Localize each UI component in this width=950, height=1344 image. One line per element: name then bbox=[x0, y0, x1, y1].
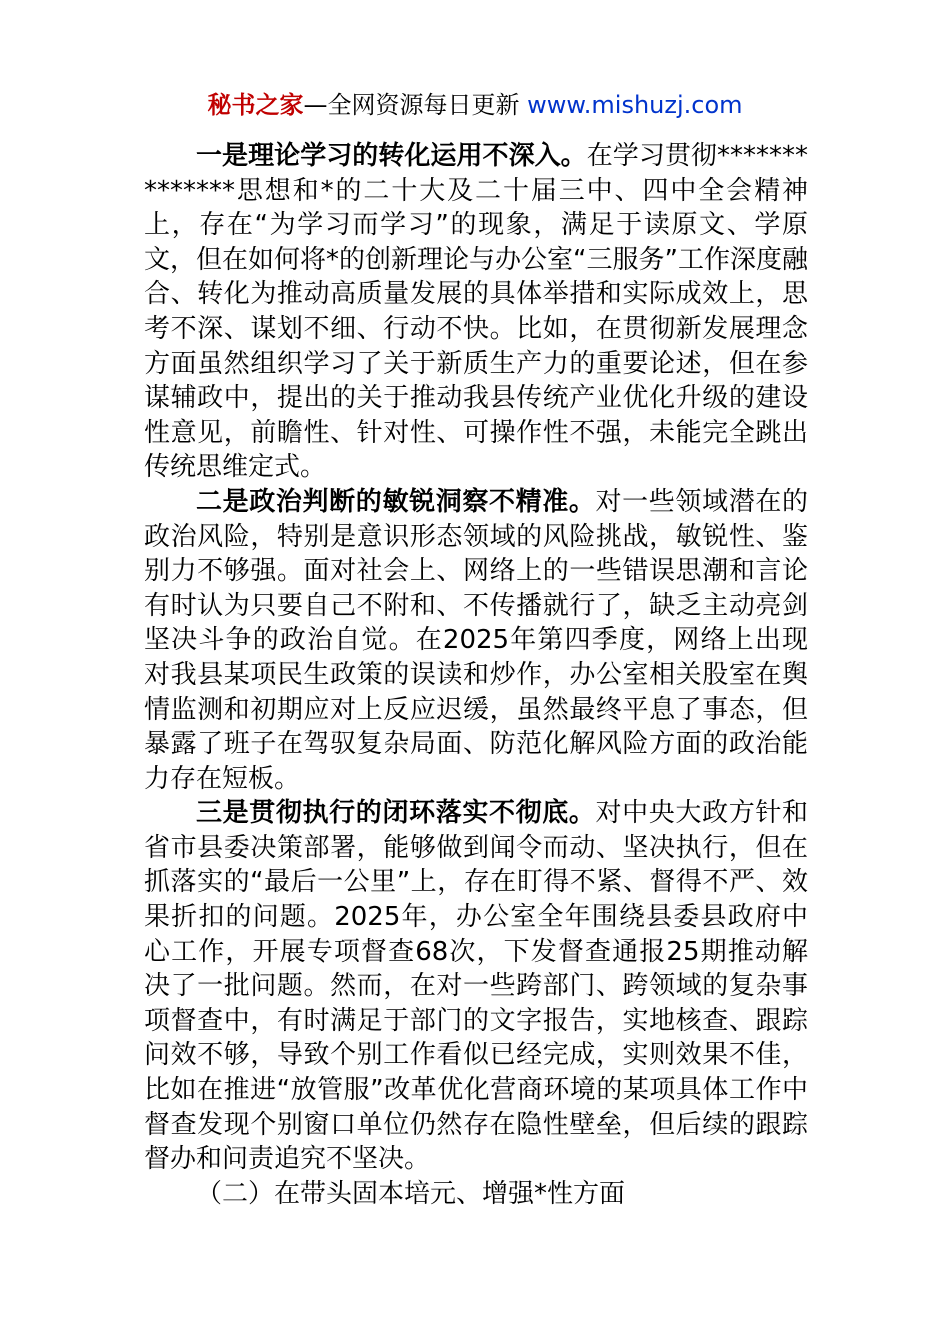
paragraph-2-lead: 二是政治判断的敏锐洞察不精准。 bbox=[196, 486, 596, 517]
site-url-link[interactable]: www.mishuzj.com bbox=[527, 91, 743, 119]
paragraph-3 bbox=[144, 796, 808, 1177]
paragraph-3-text: 对中央大政方针和省市县委决策部署，能够做到闻令而动、坚决执行，但在抓落实的“最后一公里”上，存在盯得不紧、督得不严、效果折扣的问题。2025年，办公室全年围绕县委县政府中心工作，开展专项督查68次，下发督查通报25期推动解决了一批问题。然而，在对一些跨部门、跨领域的复杂事项督查中，有时满足于部门的文字报告，实地核查、跟踪问效不够，导致个别工作看似已经完成，实则效果不佳，比如在推进“放管服”改革优化营商环境的某项具体工作中督查发现个别窗口单位仍然存在隐性壁垒，但后续的跟踪督办和问责追究不坚决。 bbox=[144, 798, 808, 1175]
section-subheading: （二）在带头固本培元、增强*性方面 bbox=[196, 1178, 626, 1209]
site-tagline: —全网资源每日更新 bbox=[303, 91, 528, 119]
document-body bbox=[144, 139, 808, 1211]
paragraph-3-lead: 三是贯彻执行的闭环落实不彻底。 bbox=[196, 798, 596, 829]
paragraph-1 bbox=[144, 139, 808, 485]
site-header bbox=[0, 88, 950, 122]
paragraph-1-lead: 一是理论学习的转化运用不深入。 bbox=[196, 141, 587, 171]
paragraph-1-text: 在学习贯彻**************思想和*的二十大及二十届三中、四中全会精神上，存在“为学习而学习”的现象，满足于读原文、学原文，但在如何将*的创新理论与办公室“三服务”工作深度融合、转化为推动高质量发展的具体举措和实际成效上，思考不深、谋划不细、行动不快。比如，在贯彻新发展理念方面虽然组织学习了关于新质生产力的重要论述，但在参谋辅政中，提出的关于推动我县传统产业优化升级的建设性意见，前瞻性、针对性、可操作性不强，未能完全跳出传统思维定式。 bbox=[144, 141, 808, 483]
paragraph-2 bbox=[144, 485, 808, 796]
paragraph-2-text: 对一些领域潜在的政治风险，特别是意识形态领域的风险挑战，敏锐性、鉴别力不够强。面对社会上、网络上的一些错误思潮和言论有时认为只要自己不附和、不传播就行了，缺乏主动亮剑坚决斗争的政治自觉。在2025年第四季度，网络上出现对我县某项民生政策的误读和炒作，办公室相关股室在舆情监测和初期应对上反应迟缓，虽然最终平息了事态，但暴露了班子在驾驭复杂局面、防范化解风险方面的政治能力存在短板。 bbox=[144, 486, 808, 794]
site-brand: 秘书之家 bbox=[207, 91, 304, 119]
